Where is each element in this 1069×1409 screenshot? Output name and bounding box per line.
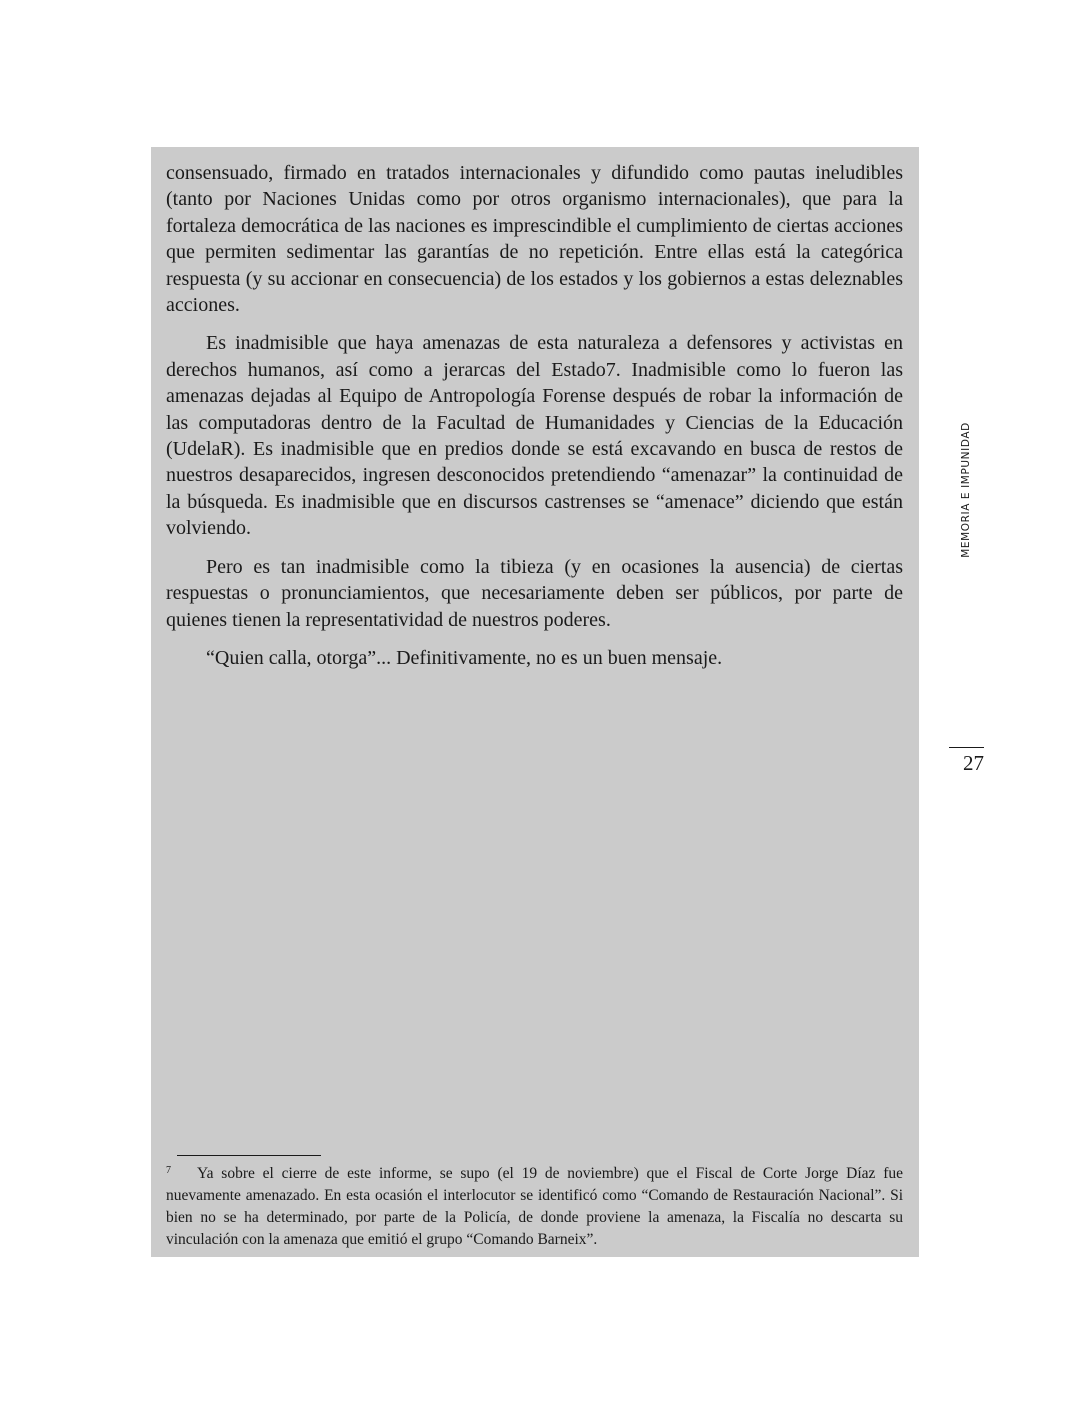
body-text <box>166 160 903 683</box>
footnote-text: Ya sobre el cierre de este informe, se supo (el 19 de noviembre) que el Fiscal de Corte Jorge Díaz fue nuevamente amenazado. En esta ocasión el interlocutor se identificó como “Comando de Restauración Nacional”. Si bien no se ha determinado, por parte de la Policía, de donde proviene la amenaza, la Fiscalía no descarta su vinculación con la amenaza que emitió el grupo “Comando Barneix”. <box>166 1165 903 1248</box>
footnote-divider <box>177 1155 321 1156</box>
section-side-label-text: MEMORIA E IMPUNIDAD <box>960 422 972 558</box>
paragraph-3: Pero es tan inadmisible como la tibieza (y en ocasiones la ausencia) de ciertas respuestas o pronunciamientos, que necesariamente deben ser públicos, por parte de quienes tienen la representatividad de nuestros poderes. <box>166 555 903 631</box>
page-number: 27 <box>963 751 984 775</box>
paragraph-4: “Quien calla, otorga”... Definitivamente, no es un buen mensaje. <box>206 646 723 669</box>
footnote <box>166 1160 903 1251</box>
footnote-marker: 7 <box>166 1165 171 1176</box>
paragraph-2: Es inadmisible que haya amenazas de esta naturaleza a defensores y activistas en derechos humanos, así como a jerarcas del Estado7. Inadmisible como lo fueron las amenazas dejadas al Equipo de Antropología Forense después de robar la información de las computadoras dentro de la Facultad de Humanidades y Ciencias de la Educación (UdelaR). Es inadmisible que en predios donde se está excavando en busca de restos de nuestros desaparecidos, ingresen desconocidos pretendiendo “amenazar” la continuidad de la búsqueda. Es inadmisible que en discursos castrenses se “amenace” diciendo que están volviendo. <box>166 332 903 540</box>
paragraph-1: consensuado, firmado en tratados internacionales y difundido como pautas ineludibles (tanto por Naciones Unidas como por otros organismo internacionales), que para la fortaleza democrática de las naciones es imprescindible el cumplimiento de ciertas acciones que permiten sedimentar las garantías de no repetición. Entre ellas está la categórica respuesta (y su accionar en consecuencia) de los estados y los gobiernos a estas deleznables acciones. <box>166 162 903 317</box>
page-number-rule <box>949 747 984 748</box>
section-side-label <box>958 414 974 566</box>
